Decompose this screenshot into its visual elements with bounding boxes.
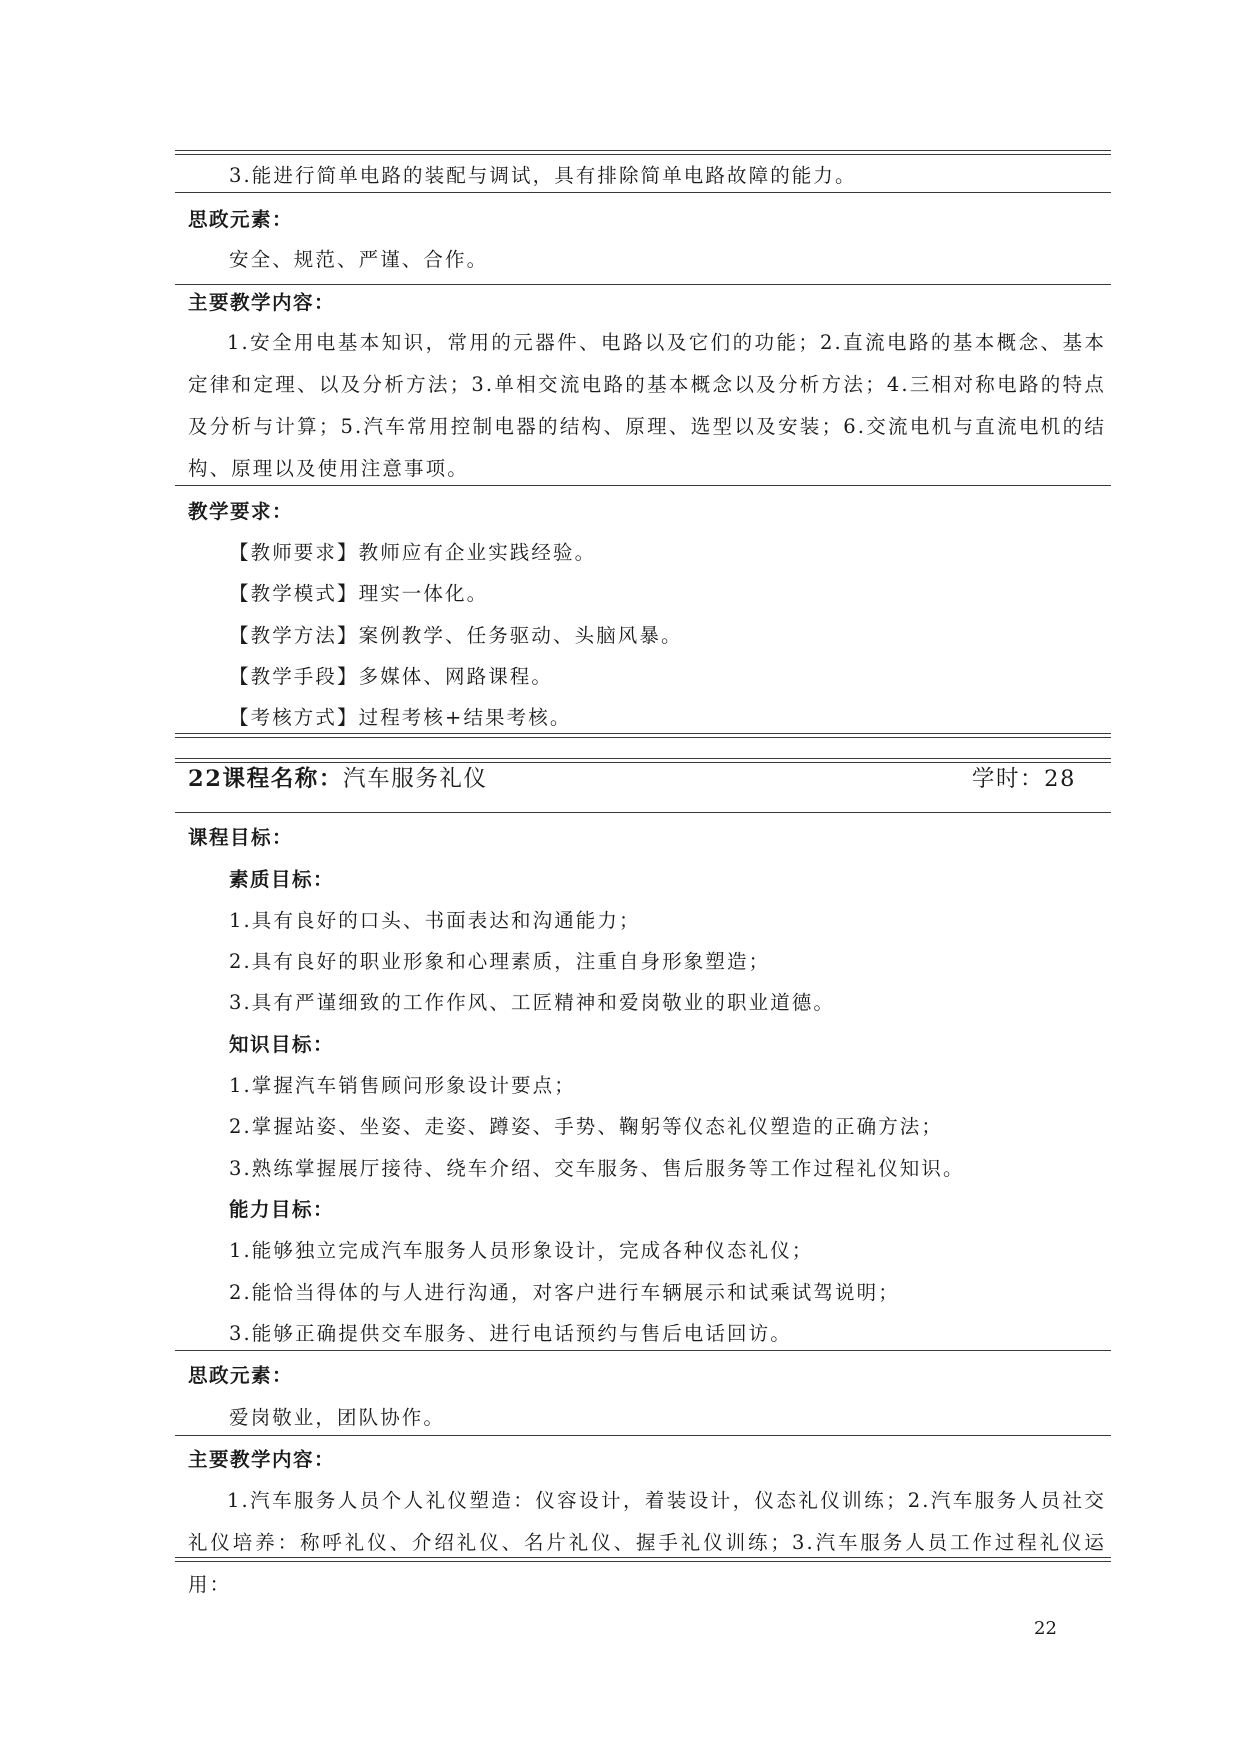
quality-item: 3.具有严谨细致的工作作风、工匠精神和爱岗敬业的职业道德。: [229, 991, 836, 1014]
course-title-row: [188, 764, 1076, 794]
requirements-heading: 教学要求：: [188, 500, 294, 523]
row-divider: [175, 192, 1111, 193]
row-divider: [175, 812, 1111, 813]
objectives-heading: 课程目标：: [188, 826, 294, 849]
knowledge-item: 1.掌握汽车销售顾问形象设计要点；: [229, 1074, 576, 1097]
requirement-item: 【教学模式】理实一体化。: [229, 582, 489, 605]
ideology-heading: 思政元素：: [188, 208, 294, 231]
knowledge-item: 3.熟练掌握展厅接待、绕车介绍、交车服务、售后服务等工作过程礼仪知识。: [229, 1157, 965, 1180]
table-bottom-rule: [175, 733, 1111, 738]
row-divider: [175, 1435, 1111, 1436]
content-paragraph: 1.汽车服务人员个人礼仪塑造：仪容设计，着装设计，仪态礼仪训练；2.汽车服务人员社交礼仪培养：称呼礼仪、介绍礼仪、名片礼仪、握手礼仪训练；3.汽车服务人员工作过程礼仪运用：: [188, 1489, 1106, 1596]
ability-item: 3.能够正确提供交车服务、进行电话预约与售后电话回访。: [229, 1322, 792, 1345]
ability-item-3: 3.能进行简单电路的装配与调试，具有排除简单电路故障的能力。: [229, 164, 857, 187]
requirement-item: 【教师要求】教师应有企业实践经验。: [229, 541, 597, 564]
content-heading: 主要教学内容：: [188, 291, 336, 314]
row-divider: [175, 1350, 1111, 1351]
table-bottom-rule: [175, 1557, 1111, 1562]
requirement-item: 【教学方法】案例教学、任务驱动、头脑风暴。: [229, 624, 683, 647]
row-divider: [175, 485, 1111, 486]
knowledge-item: 2.掌握站姿、坐姿、走姿、蹲姿、手势、鞠躬等仪态礼仪塑造的正确方法；: [229, 1115, 944, 1138]
ability-item: 2.能恰当得体的与人进行沟通，对客户进行车辆展示和试乘试驾说明；: [229, 1281, 900, 1304]
ability-heading: 能力目标：: [229, 1198, 335, 1221]
course-hours: 学时：28: [971, 766, 1076, 792]
content-paragraph: 1.安全用电基本知识，常用的元器件、电路以及它们的功能；2.直流电路的基本概念、基本定律和定理、以及分析方法；3.单相交流电路的基本概念以及分析方法；4.三相对称电路的特点及分析与计算；5.汽车常用控制电器的结构、原理、选型以及安装；6.交流电机与直流电机的结构、原理以及使用注意事项。: [188, 331, 1106, 480]
ideology-heading: 思政元素：: [188, 1364, 294, 1387]
course-name: 汽车服务礼仪: [343, 766, 488, 792]
table-top-rule: [175, 150, 1111, 155]
requirement-item: 【考核方式】过程考核+结果考核。: [229, 706, 572, 729]
requirement-item: 【教学手段】多媒体、网路课程。: [229, 665, 554, 688]
quality-item: 1.具有良好的口头、书面表达和沟通能力；: [229, 909, 641, 932]
row-divider: [175, 284, 1111, 285]
knowledge-heading: 知识目标：: [229, 1033, 335, 1056]
course-title: [188, 764, 488, 794]
ability-item: 1.能够独立完成汽车服务人员形象设计，完成各种仪态礼仪；: [229, 1239, 814, 1262]
quality-heading: 素质目标：: [229, 868, 335, 891]
table-top-rule: [175, 758, 1111, 763]
ideology-text: 爱岗敬业，团队协作。: [229, 1406, 446, 1429]
quality-item: 2.具有良好的职业形象和心理素质，注重自身形象塑造；: [229, 950, 771, 973]
course-title-label: 22课程名称：: [188, 766, 344, 792]
content-heading: 主要教学内容：: [188, 1448, 336, 1471]
ideology-text: 安全、规范、严谨、合作。: [229, 248, 489, 271]
page-number: 22: [1034, 1618, 1057, 1639]
